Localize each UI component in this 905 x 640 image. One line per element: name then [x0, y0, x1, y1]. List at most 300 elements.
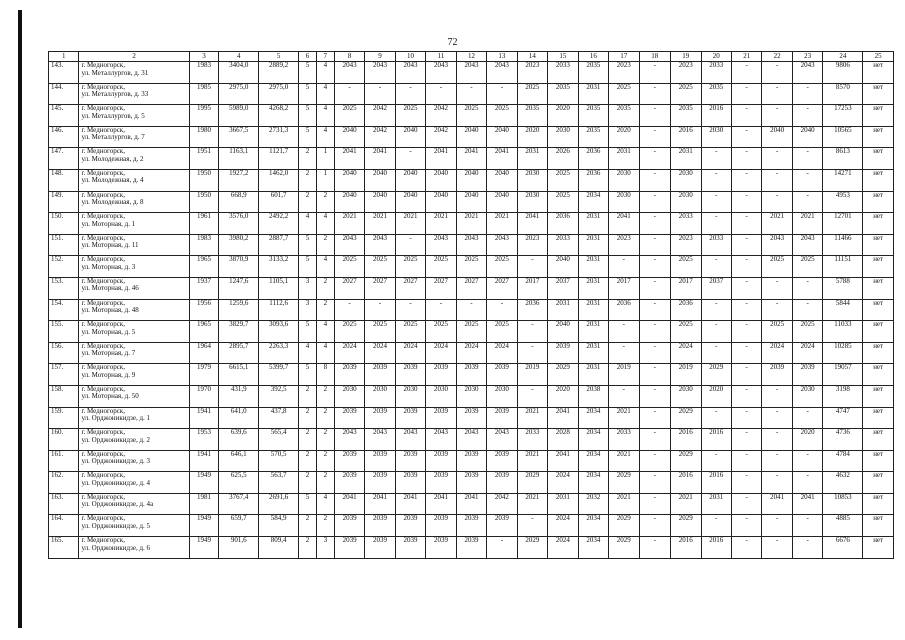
table-cell: 2040 — [426, 169, 456, 191]
column-number: 2 — [79, 52, 189, 62]
table-cell: 2040 — [365, 169, 395, 191]
table-cell: 2033 — [701, 234, 731, 256]
address-city: г. Медногорск, — [81, 169, 125, 177]
table-cell: - — [731, 472, 761, 494]
table-cell: 625,5 — [219, 472, 259, 494]
address-city: г. Медногорск, — [81, 450, 125, 458]
table-cell: 2025 — [487, 321, 517, 343]
table-cell: 2731,3 — [259, 126, 299, 148]
address-city: г. Медногорск, — [81, 385, 125, 393]
row-number: 161. — [49, 450, 79, 472]
table-cell: 11033 — [823, 321, 863, 343]
table-cell: 1462,0 — [259, 169, 299, 191]
table-cell: 6615,1 — [219, 364, 259, 386]
table-cell: 2030 — [517, 191, 547, 213]
table-cell: 2043 — [456, 62, 486, 84]
row-number: 156. — [49, 342, 79, 364]
table-cell: 19057 — [823, 364, 863, 386]
table-cell: - — [731, 148, 761, 170]
table-cell: 2 — [316, 277, 334, 299]
table-cell: - — [639, 191, 671, 213]
table-cell: 2032 — [578, 493, 608, 515]
table-cell: 1121,7 — [259, 148, 299, 170]
table-cell: 2025 — [456, 256, 486, 278]
table-cell: 2036 — [517, 299, 547, 321]
table-cell: 2 — [299, 515, 317, 537]
table-cell: 2039 — [456, 450, 486, 472]
table-cell: 2035 — [578, 126, 608, 148]
table-cell: нет — [863, 537, 894, 559]
table-cell: 2031 — [578, 83, 608, 105]
column-number: 22 — [762, 52, 792, 62]
table-cell: 4784 — [823, 450, 863, 472]
table-cell: - — [365, 83, 395, 105]
table-cell: 2043 — [426, 62, 456, 84]
table-cell: нет — [863, 191, 894, 213]
table-cell: 2030 — [792, 385, 822, 407]
table-cell: 2040 — [487, 169, 517, 191]
table-cell: - — [487, 299, 517, 321]
table-cell: - — [701, 299, 731, 321]
table-cell: 2041 — [365, 493, 395, 515]
table-cell: 2043 — [762, 234, 792, 256]
table-cell: 1950 — [189, 169, 218, 191]
table-cell: 2 — [316, 450, 334, 472]
table-cell: - — [639, 256, 671, 278]
table-cell: 2042 — [365, 126, 395, 148]
table-cell: 1965 — [189, 321, 218, 343]
table-cell: 1964 — [189, 342, 218, 364]
table-cell: 2041 — [762, 493, 792, 515]
table-cell: 2041 — [487, 148, 517, 170]
table-row — [49, 277, 894, 299]
table-cell: - — [731, 515, 761, 537]
table-cell: - — [395, 234, 425, 256]
table-cell: нет — [863, 342, 894, 364]
table-cell: 2017 — [517, 277, 547, 299]
table-cell: 2023 — [671, 234, 701, 256]
table-cell: 2035 — [548, 83, 578, 105]
table-cell: 2 — [299, 407, 317, 429]
table-cell: - — [456, 299, 486, 321]
table-cell: - — [792, 148, 822, 170]
table-cell: 14271 — [823, 169, 863, 191]
table-cell: 2040 — [334, 169, 364, 191]
table-cell: - — [639, 213, 671, 235]
table-cell: 2027 — [334, 277, 364, 299]
table-cell: 2040 — [456, 169, 486, 191]
table-cell: 2033 — [671, 213, 701, 235]
table-cell: 809,4 — [259, 537, 299, 559]
table-cell: 2039 — [487, 450, 517, 472]
address-cell — [79, 364, 189, 386]
table-cell: - — [639, 472, 671, 494]
table-cell: 2043 — [334, 234, 364, 256]
address-city: г. Медногорск, — [81, 234, 125, 242]
table-cell: 1985 — [189, 83, 218, 105]
column-number: 6 — [299, 52, 317, 62]
table-cell: 1956 — [189, 299, 218, 321]
table-cell: 6676 — [823, 537, 863, 559]
table-cell: 2887,7 — [259, 234, 299, 256]
table-cell: 2031 — [578, 364, 608, 386]
table-cell: 8 — [316, 364, 334, 386]
table-cell: 2040 — [487, 126, 517, 148]
table-cell: 2025 — [334, 256, 364, 278]
table-cell: 639,6 — [219, 429, 259, 451]
table-cell: - — [639, 493, 671, 515]
address-cell — [79, 321, 189, 343]
table-cell: 2033 — [548, 62, 578, 84]
table-cell: 4 — [316, 83, 334, 105]
column-number: 4 — [219, 52, 259, 62]
table-cell: - — [609, 342, 639, 364]
table-cell: - — [609, 321, 639, 343]
table-cell: - — [426, 83, 456, 105]
table-cell: 2 — [316, 472, 334, 494]
table-cell: 2021 — [487, 213, 517, 235]
address-city: г. Медногорск, — [81, 147, 125, 156]
address-street: ул. Моторная, д. 11 — [81, 241, 139, 250]
table-cell: 2039 — [426, 472, 456, 494]
table-cell: 2021 — [609, 493, 639, 515]
address-street: ул. Моторная, д. 48 — [81, 306, 139, 315]
table-cell: 2025 — [671, 256, 701, 278]
table-cell: 2030 — [365, 385, 395, 407]
table-cell: нет — [863, 277, 894, 299]
column-number: 7 — [316, 52, 334, 62]
table-cell: 646,1 — [219, 450, 259, 472]
table-cell: 2 — [316, 407, 334, 429]
table-cell: 2 — [316, 515, 334, 537]
table-cell: 3667,5 — [219, 126, 259, 148]
table-cell: - — [639, 342, 671, 364]
address-city: г. Медногорск, — [81, 61, 125, 69]
table-cell: 5 — [299, 493, 317, 515]
table-cell: - — [639, 515, 671, 537]
table-cell: 2027 — [426, 277, 456, 299]
table-cell: - — [792, 277, 822, 299]
table-cell: - — [365, 299, 395, 321]
table-cell: 2024 — [426, 342, 456, 364]
table-cell: 2691,6 — [259, 493, 299, 515]
table-cell: - — [639, 83, 671, 105]
table-cell: 2029 — [701, 364, 731, 386]
table-cell: 2039 — [334, 472, 364, 494]
address-city: г. Медногорск, — [81, 212, 125, 221]
table-cell: - — [731, 105, 761, 127]
table-row — [49, 83, 894, 105]
row-number: 153. — [49, 277, 79, 299]
table-cell: 2025 — [671, 83, 701, 105]
row-number: 160. — [49, 429, 79, 451]
table-cell: 3870,9 — [219, 256, 259, 278]
address-street: ул. Орджоникидзе, д. 3 — [81, 457, 151, 466]
table-cell: 2031 — [671, 148, 701, 170]
table-cell: 2043 — [395, 62, 425, 84]
table-cell: - — [701, 450, 731, 472]
address-cell — [79, 429, 189, 451]
table-cell: 2030 — [426, 385, 456, 407]
table-cell: 2026 — [548, 148, 578, 170]
table-cell: 5 — [299, 105, 317, 127]
table-cell: 1995 — [189, 105, 218, 127]
column-number: 11 — [426, 52, 456, 62]
table-cell: 2031 — [578, 213, 608, 235]
table-cell: 2 — [299, 537, 317, 559]
address-city: г. Медногорск, — [81, 428, 125, 437]
table-cell: 1951 — [189, 148, 218, 170]
column-number: 24 — [823, 52, 863, 62]
table-cell: 1949 — [189, 472, 218, 494]
table-cell: 2025 — [365, 256, 395, 278]
table-cell: 1927,2 — [219, 169, 259, 191]
table-cell: 2025 — [334, 105, 364, 127]
table-cell: нет — [863, 256, 894, 278]
table-cell: 2020 — [548, 105, 578, 127]
address-street: ул. Моторная, д. 5 — [81, 327, 136, 336]
table-cell: 2031 — [548, 493, 578, 515]
table-cell: 2039 — [548, 342, 578, 364]
table-cell: 2039 — [334, 537, 364, 559]
table-cell: 4 — [316, 342, 334, 364]
table-cell: 4 — [316, 493, 334, 515]
table-cell: 4 — [316, 62, 334, 84]
table-cell: - — [792, 537, 822, 559]
table-cell: 2039 — [456, 537, 486, 559]
row-number: 159. — [49, 407, 79, 429]
table-cell: - — [731, 429, 761, 451]
table-cell: 4953 — [823, 191, 863, 213]
table-cell: 2043 — [395, 429, 425, 451]
row-number: 154. — [49, 299, 79, 321]
table-cell: 2040 — [365, 191, 395, 213]
column-number: 8 — [334, 52, 364, 62]
table-cell: 2263,3 — [259, 342, 299, 364]
table-cell: 2029 — [609, 537, 639, 559]
table-cell: - — [792, 83, 822, 105]
table-cell: 2021 — [426, 213, 456, 235]
address-cell — [79, 472, 189, 494]
table-cell: 2030 — [671, 385, 701, 407]
table-cell: 2038 — [578, 385, 608, 407]
table-cell: 9806 — [823, 62, 863, 84]
table-cell: 2040 — [426, 191, 456, 213]
table-row — [49, 493, 894, 515]
table-cell: 4885 — [823, 515, 863, 537]
table-cell: 4 — [316, 105, 334, 127]
table-cell: - — [762, 472, 792, 494]
table-cell: 2041 — [334, 148, 364, 170]
table-cell: 1 — [316, 169, 334, 191]
table-cell: 2030 — [671, 191, 701, 213]
address-street: ул. Орджоникидзе, д. 6 — [81, 543, 151, 552]
table-cell: 2039 — [487, 407, 517, 429]
table-cell: 2025 — [365, 321, 395, 343]
table-cell: 2039 — [334, 407, 364, 429]
address-city: г. Медногорск, — [81, 255, 125, 264]
row-number: 152. — [49, 256, 79, 278]
column-number: 1 — [49, 52, 79, 62]
table-row — [49, 105, 894, 127]
row-number: 143. — [49, 62, 79, 84]
housing-register-table — [48, 51, 894, 559]
table-cell: - — [731, 234, 761, 256]
table-cell: 2042 — [426, 105, 456, 127]
address-city: г. Медногорск, — [81, 363, 125, 372]
address-city: г. Медногорск, — [81, 191, 125, 199]
table-cell: 2025 — [395, 105, 425, 127]
table-cell: 659,7 — [219, 515, 259, 537]
address-street: ул. Орджоникидзе, д. 2 — [81, 435, 151, 444]
table-cell: 1949 — [189, 515, 218, 537]
table-cell: 2041 — [426, 493, 456, 515]
table-cell: 4 — [316, 321, 334, 343]
table-cell: 2030 — [395, 385, 425, 407]
table-cell: - — [639, 62, 671, 84]
table-cell: 2034 — [578, 472, 608, 494]
table-cell: 2019 — [517, 364, 547, 386]
table-cell: 2040 — [456, 126, 486, 148]
address-city: г. Медногорск, — [81, 514, 125, 523]
table-cell: - — [639, 148, 671, 170]
table-cell: 2043 — [792, 234, 822, 256]
address-city: г. Медногорск, — [81, 342, 125, 350]
table-cell: 2 — [299, 191, 317, 213]
row-number: 157. — [49, 364, 79, 386]
table-cell: 1112,6 — [259, 299, 299, 321]
table-cell: - — [639, 364, 671, 386]
table-cell: 2039 — [334, 364, 364, 386]
address-cell — [79, 515, 189, 537]
table-cell: 2024 — [548, 537, 578, 559]
table-cell: - — [731, 277, 761, 299]
table-cell: 2040 — [548, 256, 578, 278]
address-cell — [79, 493, 189, 515]
table-cell: 2036 — [609, 299, 639, 321]
table-cell: 4268,2 — [259, 105, 299, 127]
table-cell: 5 — [299, 126, 317, 148]
table-cell: 5844 — [823, 299, 863, 321]
left-margin-rule — [18, 10, 22, 628]
column-number: 19 — [671, 52, 701, 62]
table-cell: - — [762, 277, 792, 299]
table-cell: 1105,1 — [259, 277, 299, 299]
table-cell: - — [517, 342, 547, 364]
table-cell: 2039 — [365, 364, 395, 386]
table-cell: 11466 — [823, 234, 863, 256]
column-number: 17 — [609, 52, 639, 62]
table-cell: 2039 — [365, 450, 395, 472]
table-row — [49, 429, 894, 451]
table-cell: 4736 — [823, 429, 863, 451]
table-cell: 2025 — [456, 105, 486, 127]
table-cell: 2043 — [334, 429, 364, 451]
table-cell: 2027 — [365, 277, 395, 299]
address-cell — [79, 148, 189, 170]
table-cell: - — [731, 256, 761, 278]
table-cell: 2020 — [548, 385, 578, 407]
row-number: 147. — [49, 148, 79, 170]
table-cell: 2030 — [609, 169, 639, 191]
table-cell: 1259,6 — [219, 299, 259, 321]
address-cell — [79, 342, 189, 364]
table-cell: 2025 — [792, 321, 822, 343]
table-cell: 584,9 — [259, 515, 299, 537]
column-number: 10 — [395, 52, 425, 62]
table-row — [49, 385, 894, 407]
table-cell: 2036 — [578, 169, 608, 191]
table-cell: 2020 — [792, 429, 822, 451]
table-cell: 2040 — [395, 126, 425, 148]
table-cell: нет — [863, 169, 894, 191]
address-city: г. Медногорск, — [81, 126, 125, 134]
table-cell: 570,5 — [259, 450, 299, 472]
table-cell: 2031 — [701, 493, 731, 515]
table-cell: - — [609, 256, 639, 278]
table-cell: 5 — [299, 83, 317, 105]
table-row — [49, 537, 894, 559]
table-cell: 668,9 — [219, 191, 259, 213]
table-cell: 2039 — [426, 537, 456, 559]
table-cell: 2016 — [701, 537, 731, 559]
table-cell: 2025 — [426, 321, 456, 343]
table-cell: нет — [863, 105, 894, 127]
table-cell: - — [609, 385, 639, 407]
table-cell: 2036 — [671, 299, 701, 321]
table-cell: 10853 — [823, 493, 863, 515]
address-street: ул. Молодежная, д. 8 — [81, 198, 144, 207]
table-cell: 2039 — [365, 537, 395, 559]
table-cell: - — [456, 83, 486, 105]
table-cell: 4 — [316, 213, 334, 235]
table-cell: 2895,7 — [219, 342, 259, 364]
table-cell: 2029 — [671, 515, 701, 537]
table-cell: 2031 — [578, 299, 608, 321]
table-cell: 5788 — [823, 277, 863, 299]
table-cell: 2039 — [395, 515, 425, 537]
table-cell: 2037 — [548, 277, 578, 299]
table-cell: 2 — [299, 148, 317, 170]
table-cell: 2030 — [671, 169, 701, 191]
column-number: 3 — [189, 52, 218, 62]
address-street: ул. Моторная, д. 3 — [81, 262, 136, 271]
table-cell: 1247,6 — [219, 277, 259, 299]
row-number: 144. — [49, 83, 79, 105]
table-cell: - — [701, 407, 731, 429]
address-cell — [79, 126, 189, 148]
table-cell: - — [487, 537, 517, 559]
table-cell: 1979 — [189, 364, 218, 386]
table-row — [49, 234, 894, 256]
table-cell: 2031 — [578, 234, 608, 256]
table-cell: - — [762, 83, 792, 105]
column-number: 14 — [517, 52, 547, 62]
table-cell: 2035 — [578, 105, 608, 127]
table-cell: - — [731, 493, 761, 515]
address-city: г. Медногорск, — [81, 320, 125, 329]
table-cell: - — [701, 213, 731, 235]
address-city: г. Медногорск, — [81, 104, 125, 113]
table-cell: 2030 — [487, 385, 517, 407]
table-cell: 5399,7 — [259, 364, 299, 386]
table-cell: 2024 — [395, 342, 425, 364]
table-cell: 2039 — [426, 515, 456, 537]
table-cell: 2030 — [609, 191, 639, 213]
address-cell — [79, 299, 189, 321]
table-cell: 3980,2 — [219, 234, 259, 256]
table-row — [49, 515, 894, 537]
